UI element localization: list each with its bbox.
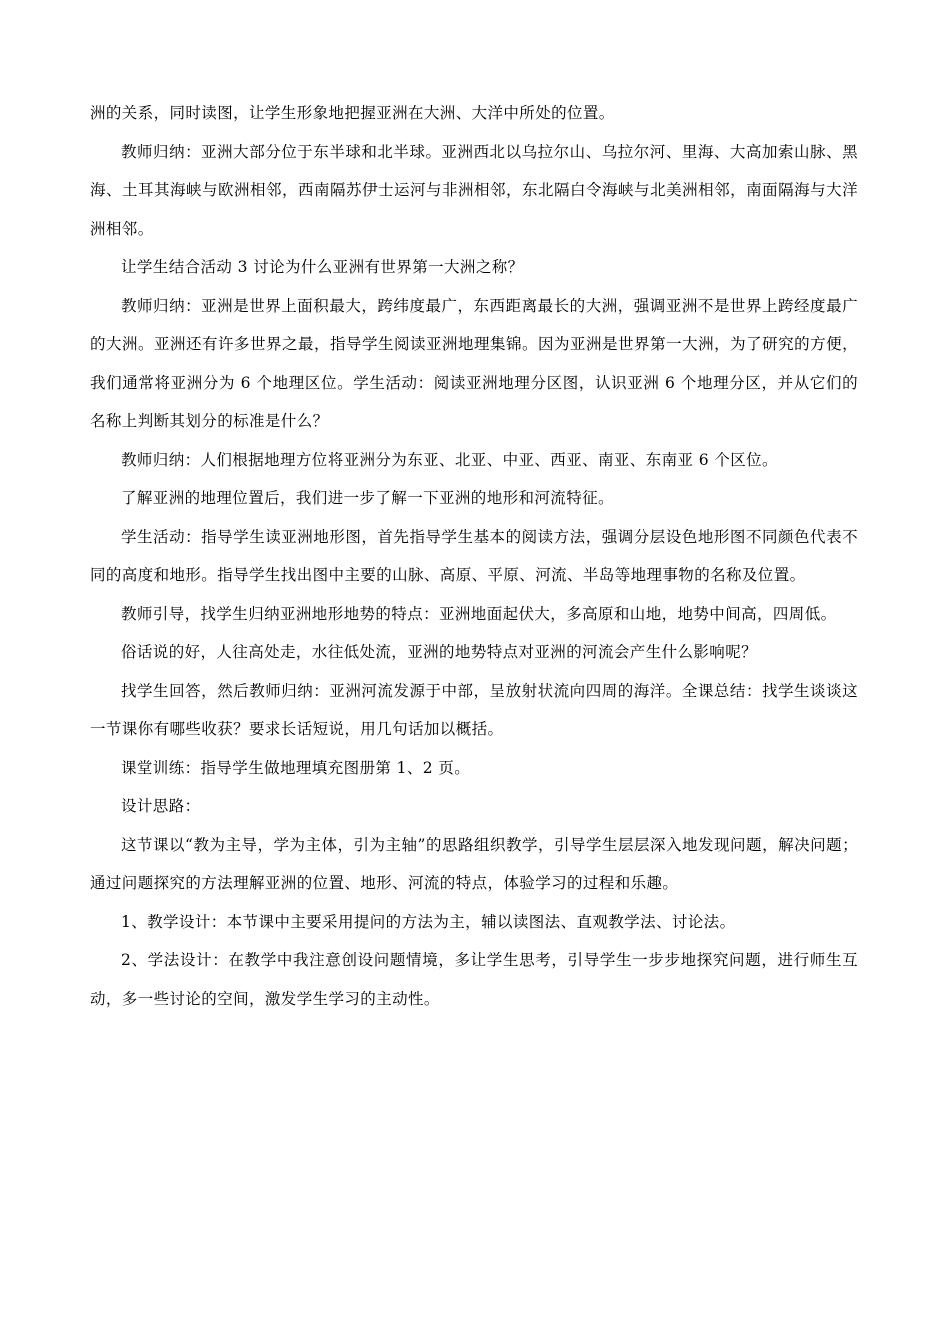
document-page (90, 94, 858, 1018)
paragraph-class-exercise: 课堂训练：指导学生做地理填充图册第 1、2 页。 (121, 758, 471, 777)
paragraph-summary-rivers: 找学生回答，然后教师归纳：亚洲河流发源于中部，呈放射状流向四周的海洋。全课总结：找学生谈谈这一节课你有哪些收获？要求长话短说，用几句话加以概括。 (90, 681, 858, 738)
paragraph-design-approach: 这节课以“教为主导，学为主体，引为主轴”的思路组织教学，引导学生层层深入地发现问题，解决问题；通过问题探究的方法理解亚洲的位置、地形、河流的特点，体验学习的过程和乐趣。 (90, 835, 858, 892)
paragraph-student-activity-map: 学生活动：指导学生读亚洲地形图，首先指导学生基本的阅读方法，强调分层设色地形图不同颜色代表不同的高度和地形。指导学生找出图中主要的山脉、高原、平原、河流、半岛等地理事物的名称及位置。 (90, 527, 858, 584)
paragraph-continuation: 洲的关系，同时读图，让学生形象地把握亚洲在大洲、大洋中所处的位置。 (90, 104, 615, 122)
paragraph-activity-3: 让学生结合活动 3 讨论为什么亚洲有世界第一大洲之称？ (121, 258, 524, 276)
paragraph-teacher-guidance-terrain: 教师引导，找学生归纳亚洲地形地势的特点：亚洲地面起伏大，多高原和山地，地势中间高，四周低。 (121, 604, 837, 623)
paragraph-teacher-summary-largest: 教师归纳：亚洲是世界上面积最大，跨纬度最广，东西距离最长的大洲，强调亚洲不是世界上跨经度最广的大洲。亚洲还有许多世界之最，指导学生阅读亚洲地理集锦。因为亚洲是世界第一大洲，为了研究的方便，我们通常将亚洲分为 6 个地理区位。学生活动：阅读亚洲地理分区图，认识亚洲 6 个地理分区，并从它们的名称上判断其划分的标准是什么？ (90, 296, 858, 430)
paragraph-proverb-question: 俗话说的好，人往高处走，水往低处流，亚洲的地势特点对亚洲的河流会产生什么影响呢？ (121, 643, 758, 661)
paragraph-teacher-summary-regions: 教师归纳：人们根据地理方位将亚洲分为东亚、北亚、中亚、西亚、南亚、东南亚 6 个区位。 (121, 450, 778, 469)
paragraph-transition: 了解亚洲的地理位置后，我们进一步了解一下亚洲的地形和河流特征。 (121, 489, 614, 507)
paragraph-learning-design: 2、学法设计：在教学中我注意创设问题情境，多让学生思考，引导学生一步步地探究问题，进行师生互动，多一些讨论的空间，激发学生学习的主动性。 (90, 951, 858, 1008)
paragraph-design-heading: 设计思路： (121, 797, 201, 815)
paragraph-teaching-design: 1、教学设计：本节课中主要采用提问的方法为主，辅以读图法、直观教学法、讨论法。 (121, 912, 736, 931)
paragraph-teacher-summary-location: 教师归纳：亚洲大部分位于东半球和北半球。亚洲西北以乌拉尔山、乌拉尔河、里海、大高加索山脉、黑海、土耳其海峡与欧洲相邻，西南隔苏伊士运河与非洲相邻，东北隔白令海峡与北美洲相邻，南面隔海与大洋洲相邻。 (90, 142, 858, 238)
